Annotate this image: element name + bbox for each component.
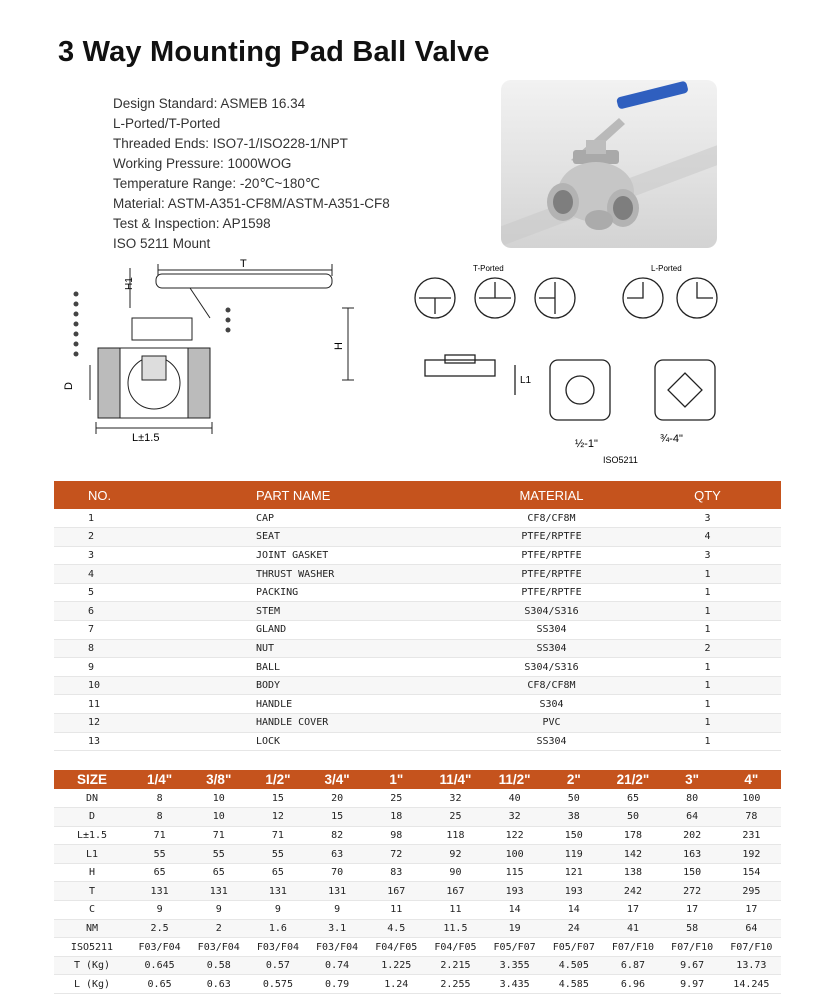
size-cell: 0.63 <box>189 975 248 994</box>
part-material: PTFE/RPTFE <box>469 546 634 565</box>
size-cell: 193 <box>485 882 544 901</box>
size-cell: 9.97 <box>663 975 722 994</box>
size-cell: 0.58 <box>189 956 248 975</box>
size-cell: 11.5 <box>426 919 485 938</box>
size-cell: 65 <box>189 863 248 882</box>
size-cell: 0.57 <box>248 956 307 975</box>
size-cell: F03/F04 <box>308 938 367 957</box>
size-cell: 17 <box>722 901 781 920</box>
l1-label: L1 <box>520 375 532 386</box>
size-cell: 71 <box>189 826 248 845</box>
size-row-label: D <box>54 808 130 827</box>
size-cell: 70 <box>308 863 367 882</box>
size-header: 3/8" <box>189 770 248 789</box>
part-material: SS304 <box>469 732 634 751</box>
size-cell: 24 <box>544 919 603 938</box>
size-cell: 0.74 <box>308 956 367 975</box>
part-no: 9 <box>54 658 179 677</box>
size-cell: 118 <box>426 826 485 845</box>
size-cell: 13.73 <box>722 956 781 975</box>
size-cell: 55 <box>189 845 248 864</box>
part-qty: 4 <box>634 528 781 547</box>
size-cell: 178 <box>603 826 662 845</box>
size-cell: 25 <box>367 789 426 808</box>
part-material: CF8/CF8M <box>469 676 634 695</box>
size-cell: 9 <box>130 901 189 920</box>
table-row <box>54 714 781 733</box>
table-row <box>54 676 781 695</box>
part-name: GLAND <box>179 621 469 640</box>
size-cell: 11 <box>426 901 485 920</box>
size-cell: 9 <box>248 901 307 920</box>
size-cell: 50 <box>603 808 662 827</box>
spec-list <box>113 94 390 254</box>
size-cell: 1.225 <box>367 956 426 975</box>
size-row-label: DN <box>54 789 130 808</box>
part-material: PTFE/RPTFE <box>469 583 634 602</box>
size-cell: 15 <box>248 789 307 808</box>
size-cell: 122 <box>485 826 544 845</box>
size-cell: 131 <box>130 882 189 901</box>
size-cell: 6.87 <box>603 956 662 975</box>
table-row <box>54 565 781 584</box>
size-cell: 82 <box>308 826 367 845</box>
size-range-1: ½-1" <box>575 438 598 450</box>
size-cell: 65 <box>603 789 662 808</box>
table-row <box>54 901 781 920</box>
dim-d-label: D <box>63 382 75 390</box>
size-row-label: L (Kg) <box>54 975 130 994</box>
spec-design-standard: Design Standard: ASMEB 16.34 <box>113 96 306 111</box>
size-header-row <box>54 770 781 789</box>
size-cell: 6.96 <box>603 975 662 994</box>
size-cell: 115 <box>485 863 544 882</box>
spec-test-inspection: Test & Inspection: AP1598 <box>113 216 271 231</box>
size-row-label: L1 <box>54 845 130 864</box>
part-qty: 1 <box>634 676 781 695</box>
size-cell: 167 <box>367 882 426 901</box>
valve-section-drawing <box>60 250 390 455</box>
part-no: 4 <box>54 565 179 584</box>
spec-threaded-ends: Threaded Ends: ISO7-1/ISO228-1/NPT <box>113 136 348 151</box>
size-cell: 71 <box>248 826 307 845</box>
table-row <box>54 583 781 602</box>
size-cell: 64 <box>722 919 781 938</box>
table-row <box>54 956 781 975</box>
porting-schematic <box>405 255 745 475</box>
parts-header-name: PART NAME <box>179 481 469 509</box>
size-cell: 14 <box>544 901 603 920</box>
table-row <box>54 695 781 714</box>
size-cell: 0.65 <box>130 975 189 994</box>
part-name: NUT <box>179 639 469 658</box>
size-cell: 40 <box>485 789 544 808</box>
part-material: PTFE/RPTFE <box>469 565 634 584</box>
part-qty: 1 <box>634 695 781 714</box>
size-cell: F05/F07 <box>485 938 544 957</box>
part-qty: 1 <box>634 621 781 640</box>
part-qty: 1 <box>634 658 781 677</box>
part-material: S304 <box>469 695 634 714</box>
part-qty: 3 <box>634 509 781 528</box>
size-cell: 19 <box>485 919 544 938</box>
size-cell: 0.79 <box>308 975 367 994</box>
part-no: 7 <box>54 621 179 640</box>
parts-header-no: NO. <box>54 481 179 509</box>
size-cell: 231 <box>722 826 781 845</box>
part-qty: 1 <box>634 714 781 733</box>
size-cell: F04/F05 <box>367 938 426 957</box>
table-row <box>54 528 781 547</box>
size-cell: 41 <box>603 919 662 938</box>
size-cell: 150 <box>544 826 603 845</box>
size-cell: 38 <box>544 808 603 827</box>
size-cell: 8 <box>130 789 189 808</box>
size-cell: 142 <box>603 845 662 864</box>
l-ported-label: L-Ported <box>651 264 682 273</box>
size-cell: 25 <box>426 808 485 827</box>
size-cell: 2 <box>189 919 248 938</box>
part-no: 1 <box>54 509 179 528</box>
spec-working-pressure: Working Pressure: 1000WOG <box>113 156 292 171</box>
part-name: LOCK <box>179 732 469 751</box>
size-row-label: C <box>54 901 130 920</box>
size-cell: 17 <box>603 901 662 920</box>
size-header: 1" <box>367 770 426 789</box>
size-cell: 0.645 <box>130 956 189 975</box>
size-row-label: NM <box>54 919 130 938</box>
size-cell: 150 <box>663 863 722 882</box>
part-material: S304/S316 <box>469 602 634 621</box>
part-qty: 3 <box>634 546 781 565</box>
parts-header-row <box>54 481 781 509</box>
size-cell: 8 <box>130 808 189 827</box>
size-cell: 90 <box>426 863 485 882</box>
size-cell: 78 <box>722 808 781 827</box>
part-material: S304/S316 <box>469 658 634 677</box>
size-cell: 32 <box>485 808 544 827</box>
parts-table <box>54 481 781 751</box>
table-row <box>54 975 781 994</box>
product-photo <box>501 80 717 248</box>
table-row <box>54 621 781 640</box>
size-header: 1/4" <box>130 770 189 789</box>
page-title: 3 Way Mounting Pad Ball Valve <box>58 36 490 68</box>
size-cell: 1.24 <box>367 975 426 994</box>
size-cell: F04/F05 <box>426 938 485 957</box>
size-cell: 65 <box>248 863 307 882</box>
size-cell: 119 <box>544 845 603 864</box>
size-cell: 2.255 <box>426 975 485 994</box>
part-material: SS304 <box>469 639 634 658</box>
size-cell: 55 <box>130 845 189 864</box>
t-ported-label: T-Ported <box>473 264 504 273</box>
size-cell: 4.585 <box>544 975 603 994</box>
size-cell: 138 <box>603 863 662 882</box>
size-cell: 80 <box>663 789 722 808</box>
size-cell: 20 <box>308 789 367 808</box>
size-cell: 18 <box>367 808 426 827</box>
spec-temperature-range: Temperature Range: -20℃~180℃ <box>113 176 321 191</box>
parts-header-qty: QTY <box>634 481 781 509</box>
size-cell: 14 <box>485 901 544 920</box>
size-row-label: ISO5211 <box>54 938 130 957</box>
table-row <box>54 789 781 808</box>
table-row <box>54 938 781 957</box>
dim-l-label: L±1.5 <box>132 432 160 444</box>
part-qty: 2 <box>634 639 781 658</box>
dim-h1-label: H1 <box>124 277 135 290</box>
part-no: 10 <box>54 676 179 695</box>
size-cell: 1.6 <box>248 919 307 938</box>
table-row <box>54 509 781 528</box>
table-row <box>54 546 781 565</box>
size-cell: 242 <box>603 882 662 901</box>
table-row <box>54 919 781 938</box>
size-cell: 71 <box>130 826 189 845</box>
size-range-2: ¾-4" <box>660 433 683 445</box>
size-cell: 9 <box>189 901 248 920</box>
size-cell: 10 <box>189 808 248 827</box>
part-name: STEM <box>179 602 469 621</box>
size-cell: F07/F10 <box>603 938 662 957</box>
size-header: 4" <box>722 770 781 789</box>
part-name: BALL <box>179 658 469 677</box>
size-cell: 15 <box>308 808 367 827</box>
table-row <box>54 808 781 827</box>
part-no: 12 <box>54 714 179 733</box>
table-row <box>54 845 781 864</box>
size-cell: 131 <box>308 882 367 901</box>
size-cell: 167 <box>426 882 485 901</box>
size-cell: 72 <box>367 845 426 864</box>
size-header: SIZE <box>54 770 130 789</box>
part-name: CAP <box>179 509 469 528</box>
size-cell: 131 <box>189 882 248 901</box>
table-row <box>54 658 781 677</box>
part-no: 6 <box>54 602 179 621</box>
size-cell: 64 <box>663 808 722 827</box>
part-material: PVC <box>469 714 634 733</box>
table-row <box>54 863 781 882</box>
part-no: 13 <box>54 732 179 751</box>
size-row-label: T <box>54 882 130 901</box>
size-header: 11/4" <box>426 770 485 789</box>
size-cell: F07/F10 <box>722 938 781 957</box>
size-cell: 83 <box>367 863 426 882</box>
size-cell: 100 <box>722 789 781 808</box>
size-cell: F07/F10 <box>663 938 722 957</box>
size-cell: 3.435 <box>485 975 544 994</box>
part-name: SEAT <box>179 528 469 547</box>
part-name: HANDLE COVER <box>179 714 469 733</box>
size-cell: 193 <box>544 882 603 901</box>
part-name: HANDLE <box>179 695 469 714</box>
size-cell: 92 <box>426 845 485 864</box>
size-cell: 98 <box>367 826 426 845</box>
size-cell: 14.245 <box>722 975 781 994</box>
size-header: 11/2" <box>485 770 544 789</box>
table-row <box>54 602 781 621</box>
part-material: PTFE/RPTFE <box>469 528 634 547</box>
size-cell: 4.5 <box>367 919 426 938</box>
size-cell: 55 <box>248 845 307 864</box>
dim-t-label: T <box>240 258 247 270</box>
iso5211-label: ISO5211 <box>603 455 638 465</box>
size-cell: 154 <box>722 863 781 882</box>
size-cell: 272 <box>663 882 722 901</box>
size-table <box>54 770 781 994</box>
part-no: 11 <box>54 695 179 714</box>
part-no: 3 <box>54 546 179 565</box>
part-no: 5 <box>54 583 179 602</box>
size-cell: 50 <box>544 789 603 808</box>
part-name: PACKING <box>179 583 469 602</box>
size-cell: 9.67 <box>663 956 722 975</box>
part-no: 2 <box>54 528 179 547</box>
size-cell: 100 <box>485 845 544 864</box>
size-cell: 32 <box>426 789 485 808</box>
table-row <box>54 826 781 845</box>
part-name: THRUST WASHER <box>179 565 469 584</box>
size-cell: 3.1 <box>308 919 367 938</box>
size-cell: 2.5 <box>130 919 189 938</box>
size-cell: F03/F04 <box>189 938 248 957</box>
size-cell: F03/F04 <box>248 938 307 957</box>
part-qty: 1 <box>634 602 781 621</box>
size-cell: 12 <box>248 808 307 827</box>
spec-porting: L-Ported/T-Ported <box>113 116 221 131</box>
size-cell: 0.575 <box>248 975 307 994</box>
size-cell: 2.215 <box>426 956 485 975</box>
size-cell: 295 <box>722 882 781 901</box>
size-cell: 63 <box>308 845 367 864</box>
parts-header-material: MATERIAL <box>469 481 634 509</box>
size-cell: 192 <box>722 845 781 864</box>
part-material: CF8/CF8M <box>469 509 634 528</box>
size-cell: 131 <box>248 882 307 901</box>
spec-material: Material: ASTM-A351-CF8M/ASTM-A351-CF8 <box>113 196 390 211</box>
size-header: 21/2" <box>603 770 662 789</box>
part-name: JOINT GASKET <box>179 546 469 565</box>
size-header: 1/2" <box>248 770 307 789</box>
size-header: 2" <box>544 770 603 789</box>
size-cell: F05/F07 <box>544 938 603 957</box>
size-cell: 11 <box>367 901 426 920</box>
size-cell: 202 <box>663 826 722 845</box>
spec-mount: ISO 5211 Mount <box>113 236 211 251</box>
part-no: 8 <box>54 639 179 658</box>
part-name: BODY <box>179 676 469 695</box>
size-cell: 58 <box>663 919 722 938</box>
table-row <box>54 882 781 901</box>
dim-h-label: H <box>333 342 345 350</box>
part-qty: 1 <box>634 732 781 751</box>
size-header: 3" <box>663 770 722 789</box>
size-cell: 121 <box>544 863 603 882</box>
size-header: 3/4" <box>308 770 367 789</box>
size-row-label: T (Kg) <box>54 956 130 975</box>
table-row <box>54 732 781 751</box>
size-cell: 9 <box>308 901 367 920</box>
size-row-label: L±1.5 <box>54 826 130 845</box>
part-qty: 1 <box>634 583 781 602</box>
part-qty: 1 <box>634 565 781 584</box>
size-cell: 65 <box>130 863 189 882</box>
part-material: SS304 <box>469 621 634 640</box>
size-cell: 4.505 <box>544 956 603 975</box>
size-cell: 17 <box>663 901 722 920</box>
table-row <box>54 639 781 658</box>
size-cell: 10 <box>189 789 248 808</box>
size-row-label: H <box>54 863 130 882</box>
size-cell: 163 <box>663 845 722 864</box>
size-cell: 3.355 <box>485 956 544 975</box>
size-cell: F03/F04 <box>130 938 189 957</box>
